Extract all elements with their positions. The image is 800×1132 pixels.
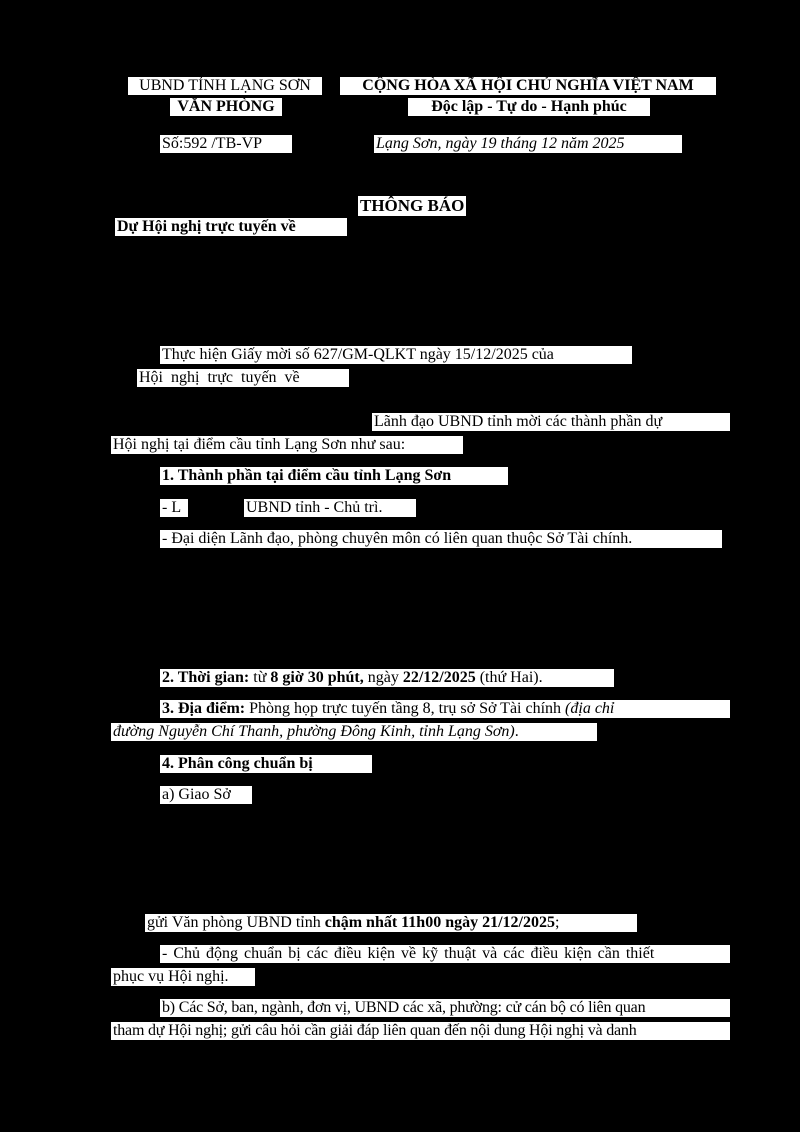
- doc-number: Số:592 /TB-VP: [160, 135, 292, 153]
- agency-line1: UBND TỈNH LẠNG SƠN: [139, 77, 311, 94]
- section-1-item-1a: - L: [160, 499, 188, 517]
- national-title: [340, 77, 716, 95]
- section-1-item-1b: UBND tỉnh - Chủ trì.: [244, 499, 416, 517]
- doc-subtitle: Dự Hội nghị trực tuyến về: [115, 218, 347, 236]
- time-value: 8 giờ 30 phút,: [270, 669, 364, 686]
- deadline-text: chậm nhất 11h00 ngày 21/12/2025: [324, 914, 555, 931]
- office-line: VĂN PHÒNG: [177, 98, 275, 115]
- intro-line-1: Thực hiện Giấy mời số 627/GM-QLKT ngày 15/12/2025 của: [160, 346, 632, 364]
- doc-title: THÔNG BÁO: [360, 196, 465, 215]
- office-name: [170, 98, 282, 116]
- agency-name: [128, 77, 322, 95]
- section-1-item-2: - Đại diện Lãnh đạo, phòng chuyên môn có liên quan thuộc Sở Tài chính.: [160, 530, 722, 548]
- doc-date: Lạng Sơn, ngày 19 tháng 12 năm 2025: [374, 135, 682, 153]
- national-line2: Độc lập - Tự do - Hạnh phúc: [431, 98, 627, 115]
- national-line1: CỘNG HÒA XÃ HỘI CHỦ NGHĨA VIỆT NAM: [362, 77, 694, 94]
- time-label: 2. Thời gian:: [162, 669, 250, 686]
- intro-line-4: Hội nghị tại điểm cầu tỉnh Lạng Sơn như sau:: [111, 436, 463, 454]
- section-4-heading: 4. Phân công chuẩn bị: [160, 755, 372, 773]
- section-4-prep-2: phục vụ Hội nghị.: [111, 968, 255, 986]
- section-4-send: gửi Văn phòng UBND tỉnh chậm nhất 11h00 ngày 21/12/2025;: [145, 914, 637, 932]
- intro-line-3: Lãnh đạo UBND tỉnh mời các thành phần dự: [372, 413, 730, 431]
- section-1-heading: 1. Thành phần tại điểm cầu tỉnh Lạng Sơn: [160, 467, 508, 485]
- section-3-address: đường Nguyễn Chí Thanh, phường Đông Kinh, tỉnh Lạng Sơn).: [111, 723, 597, 741]
- section-3-location: 3. Địa điểm: Phòng họp trực tuyến tầng 8, trụ sở Sở Tài chính (địa chỉ: [160, 700, 730, 718]
- national-motto: [408, 98, 650, 116]
- date-value: 22/12/2025: [402, 669, 476, 686]
- intro-line-2: Hội nghị trực tuyến về: [137, 369, 349, 387]
- section-2-time: 2. Thời gian: từ 8 giờ 30 phút, ngày 22/12/2025 (thứ Hai).: [160, 669, 614, 687]
- section-4-prep-1: - Chủ động chuẩn bị các điều kiện về kỹ thuật và các điều kiện cần thiết: [160, 945, 730, 963]
- location-label: 3. Địa điểm:: [162, 700, 246, 717]
- section-4-b-1: b) Các Sở, ban, ngành, đơn vị, UBND các xã, phường: cử cán bộ có liên quan: [160, 999, 730, 1017]
- address-text: đường Nguyễn Chí Thanh, phường Đông Kinh, tỉnh Lạng Sơn): [113, 723, 515, 740]
- section-4-b-2: tham dự Hội nghị; gửi câu hỏi cần giải đáp liên quan đến nội dung Hội nghị và danh: [111, 1022, 730, 1040]
- section-4-a: a) Giao Sở: [160, 786, 252, 804]
